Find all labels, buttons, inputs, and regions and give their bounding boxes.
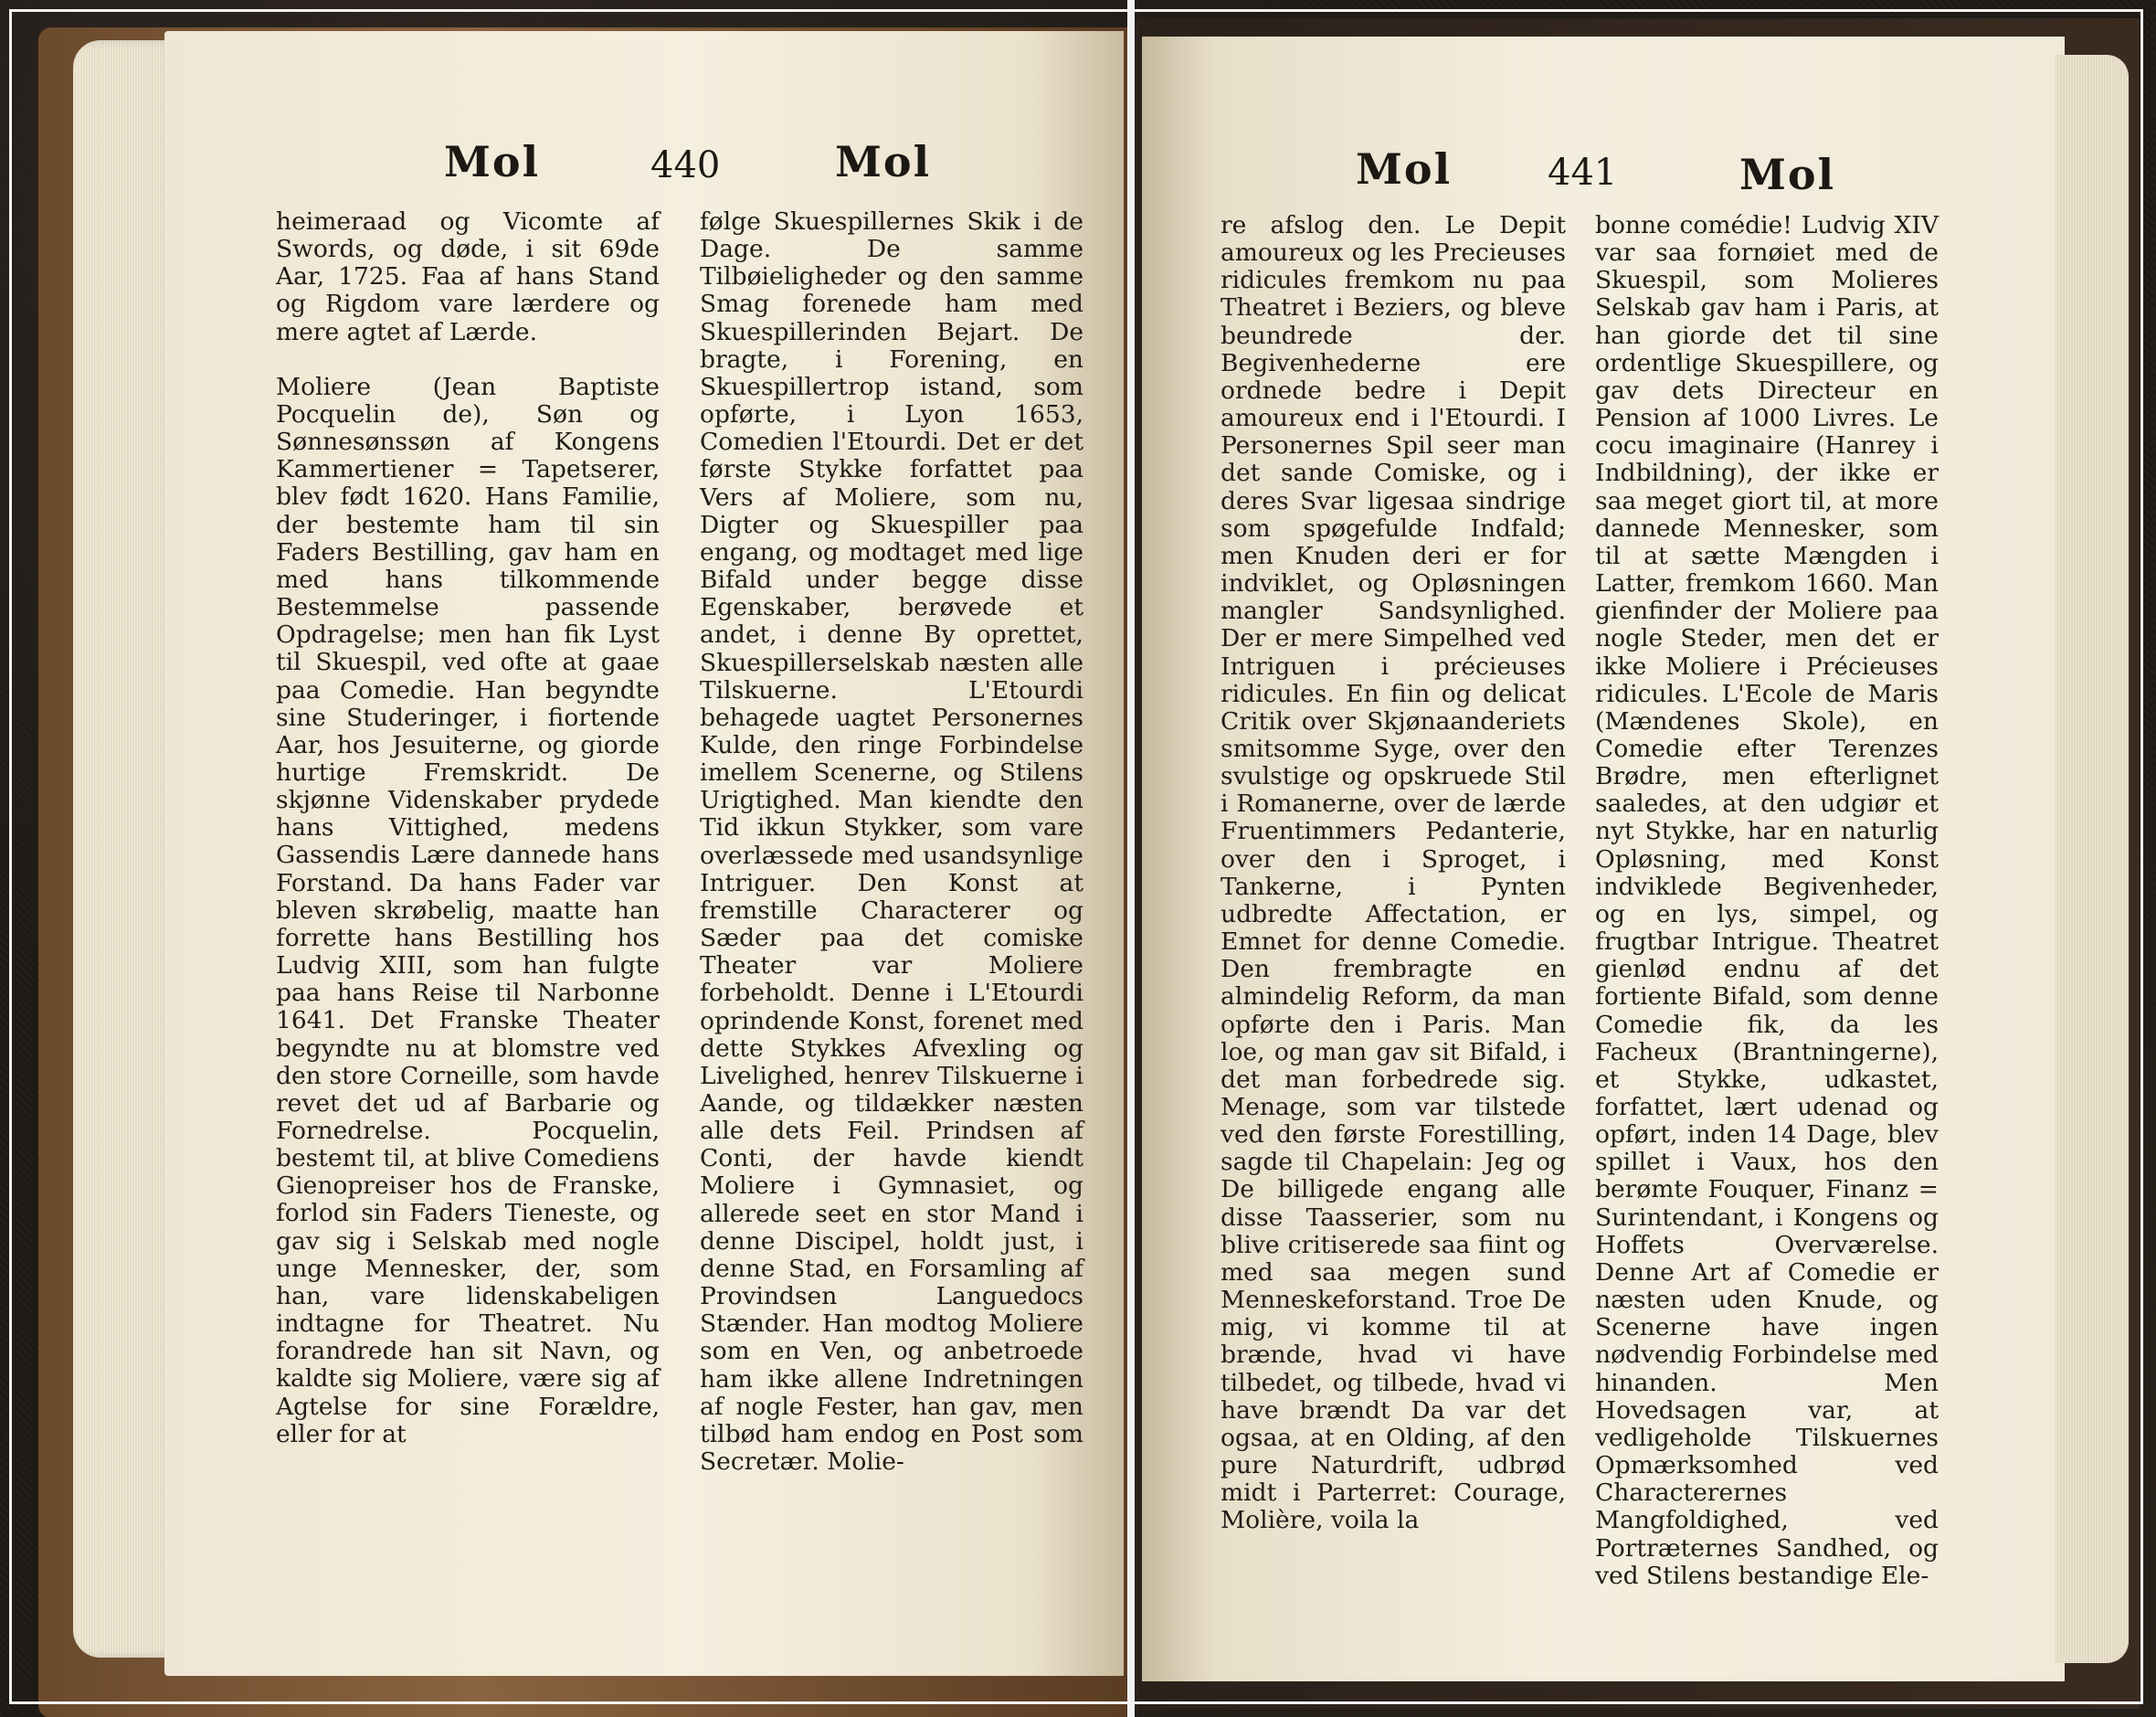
paragraph: følge Skuespillernes Skik i de Dage. De samme Tilbøieligheder og den samme Smag forenede ham med Skuespillerinden Bejart. De bragte, i Forening, en Skuespillertrop istand, som opførte, i Lyon 1653, Comedien l'Etourdi. Det er det første Stykke forfattet paa Vers af Moliere, som nu, Digter og Skuespiller paa engang, og modtaget med lige Bifald under begge disse Egenskaber, berøvede et andet, i denne By oprettet, Skuespillerselskab næsten alle Tilskuerne. L'Etourdi behagede uagtet Personernes Kulde, den ringe Forbindelse imellem Scenerne, og Stilens Urigtighed. Man kiendte den Tid ikkun Stykker, som vare overlæssede med usandsynlige Intriguer. Den Konst at fremstille Characterer og Sæder paa det comiske Theater var Moliere forbeholdt. Denne i L'Etourdi oprindende Konst, forenet med dette Stykkes Afvexling og Livelighed, henrev Tilskuerne i Aande, og tildækker næsten alle dets Feil. Prindsen af Conti, der havde kiendt Moliere i Gymnasiet, og allerede seet en stor Mand i denne Discipel, holdt just, i denne Stad, en Forsamling af Provindsen Languedocs Stænder. Han modtog Moliere som en Ven, og anbetroede ham ikke allene Indretningen af nogle Fester, han gav, men tilbød ham endog en Post som Secretær. Molie- [700, 207, 1083, 1477]
right-page-head-left-word: Mol [1356, 144, 1453, 194]
paragraph: heimeraad og Vicomte af Swords, og døde, i sit 69de Aar, 1725. Faa af hans Stand og Rigdom vare lærdere og mere agtet af Lærde. [276, 207, 660, 346]
left-page-column-right [700, 208, 1083, 1476]
left-page-column-left [276, 208, 660, 1448]
right-page-head-right-word: Mol [1739, 150, 1836, 199]
left-page-head-right-word: Mol [835, 137, 932, 186]
paragraph-moliere-entry: Moliere (Jean Baptiste Pocquelin de), Søn og Sønnesønssøn af Kongens Kammertiener = Tapetserer, blev født 1620. Hans Familie, der bestemte ham til sin Faders Bestilling, gav ham en med hans tilkommende Bestemmelse passende Opdragelse; men han fik Lyst til Skuespil, ved ofte at gaae paa Comedie. Han begyndte sine Studeringer, i fiortende Aar, hos Jesuiterne, og giorde hurtige Fremskridt. De skjønne Videnskaber prydede hans Vittighed, medens Gassendis Lære dannede hans Forstand. Da hans Fader var bleven skrøbelig, maatte han forrette hans Bestilling hos Ludvig XIII, som han fulgte paa hans Reise til Narbonne 1641. Det Franske Theater begyndte nu at blomstre ved den store Corneille, som havde revet det ud af Barbarie og Fornedrelse. Pocquelin, bestemt til, at blive Comediens Gienopreiser hos de Franske, forlod sin Faders Tieneste, og gav sig i Selskab med nogle unge Mennesker, der, som han, vare lidenskabeligen indtagne for Theatret. Nu forandrede han sit Navn, og kaldte sig Moliere, være sig af Agtelse for sine Forældre, eller for at [276, 372, 660, 1448]
right-page-column-left [1221, 212, 1566, 1535]
paragraph: re afslog den. Le Depit amoureux og les Precieuses ridicules fremkom nu paa Theatret i Beziers, og bleve beundrede der. Begivenhederne ere ordnede bedre i Depit amoureux end i l'Etourdi. I Personernes Spil seer man det sande Comiske, og i deres Svar ligesaa sindrige som spøgefulde Indfald; men Knuden deri er for indviklet, og Opløsningen mangler Sandsynlighed. Der er mere Simpelhed ved Intriguen i précieuses ridicules. En fiin og delicat Critik over Skjønaanderiets smitsomme Syge, over den svulstige og opskruede Stil i Romanerne, over de lærde Fruentimmers Pedanterie, over den i Sproget, i Tankerne, i Pynten udbredte Affectation, er Emnet for denne Comedie. Den frembragte en almindelig Reform, da man opførte den i Paris. Man loe, og man gav sit Bifald, i det man forbedrede sig. Menage, som var tilstede ved den første Forestilling, sagde til Chapelain: Jeg og De billigede engang alle disse Taasserier, som nu blive critiserede saa fiint og med saa megen sund Menneskeforstand. Troe De mig, vi komme til at brænde, hvad vi have tilbedet, og tilbede, hvad vi have brændt Da var det ogsaa, at en Olding, af den pure Naturdrift, udbrød midt i Parterret: Courage, Molière, voila la [1221, 211, 1566, 1535]
right-page-number: 441 [1548, 152, 1618, 194]
paragraph: bonne comédie! Ludvig XIV var saa fornøiet med de Skuespil, som Molieres Selskab gav ham i Paris, at han giorde det til sine ordentlige Skuespillere, og gav dets Directeur en Pension af 1000 Livres. Le cocu imaginaire (Hanrey i Indbildning), der ikke er saa meget giort til, at more dannede Mennesker, som til at sætte Mængden i Latter, fremkom 1660. Man gienfinder der Moliere paa nogle Steder, men det er ikke Moliere i Précieuses ridicules. L'Ecole de Maris (Mændenes Skole), en Comedie efter Terenzes Brødre, men efterlignet saaledes, at den udgiør et nyt Stykke, har en naturlig Opløsning, med Konst indviklede Begivenheder, og en lys, simpel, og frugtbar Intrigue. Theatret gienlød endnu af det fortiente Bifald, som denne Comedie fik, da les Facheux (Brantningerne), et Stykke, udkastet, forfattet, lært udenad og opført, inden 14 Dage, blev spillet i Vaux, hos den berømte Fouquer, Finanz = Surintendant, i Kongens og Hoffets Overværelse. Denne Art af Comedie er næsten uden Knude, og Scenerne have ingen nødvendig Forbindelse med hinanden. Men Hovedsagen var, at vedligeholde Tilskuernes Opmærksomhed ved Characterernes Mangfoldighed, ved Portræternes Sandhed, og ved Stilens bestandige Ele- [1595, 211, 1939, 1590]
right-page-column-right [1595, 212, 1939, 1590]
left-page-head-left-word: Mol [444, 137, 541, 186]
left-page-number: 440 [650, 144, 721, 186]
